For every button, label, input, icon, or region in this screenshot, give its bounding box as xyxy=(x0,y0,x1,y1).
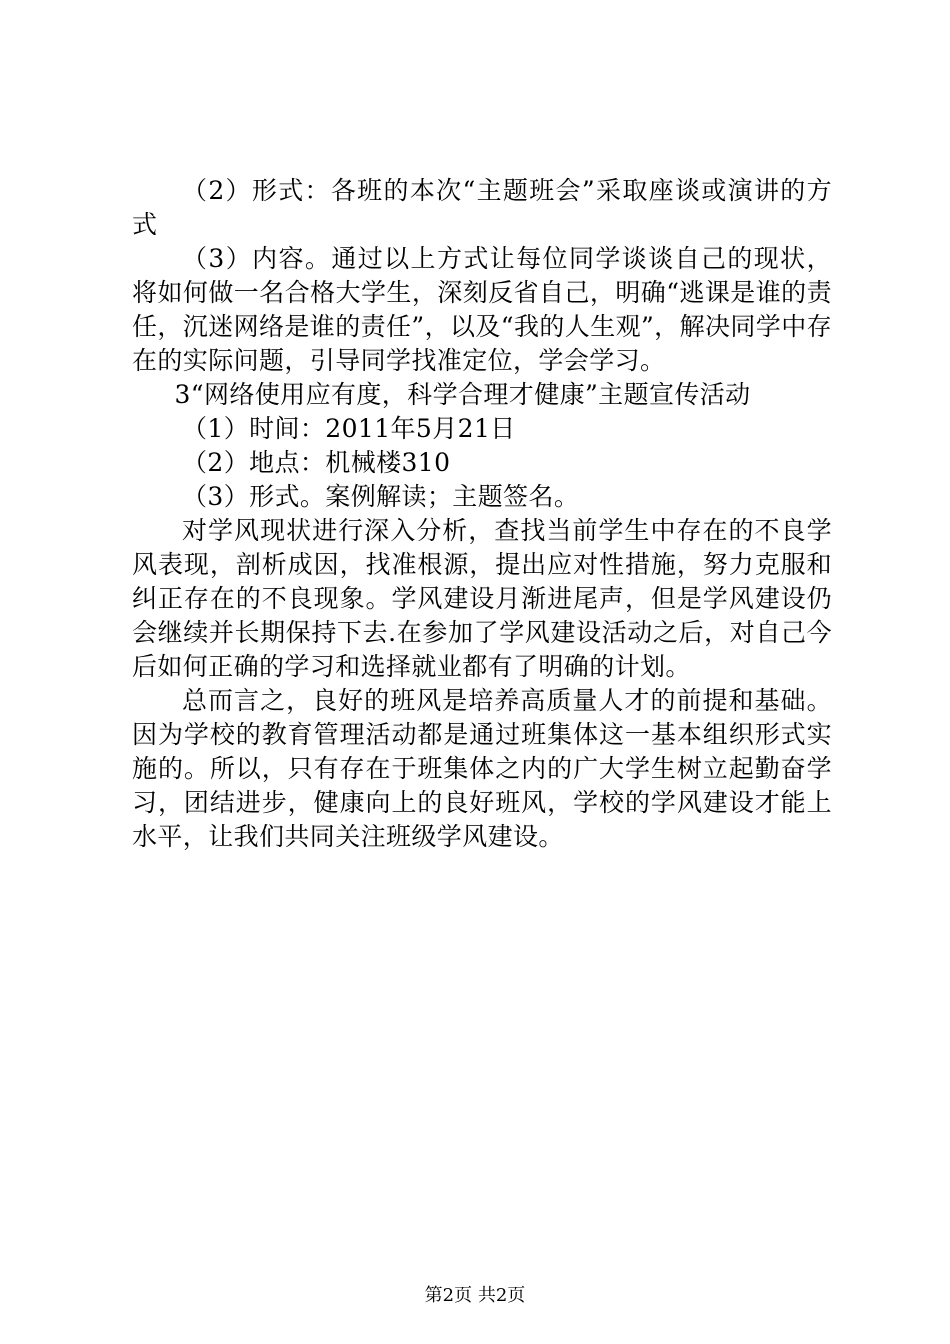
paragraph-activity-form: （3）形式。案例解读；主题签名。 xyxy=(182,482,580,511)
paragraph-form: （2）形式：各班的本次“主题班会”采取座谈或演讲的方式 xyxy=(132,176,832,239)
paragraph-time: （1）时间：2011年5月21日 xyxy=(182,414,516,443)
paragraph-content: （3）内容。通过以上方式让每位同学谈谈自己的现状，将如何做一名合格大学生，深刻反省自己，明确“逃课是谁的责任，沉迷网络是谁的责任”，以及“我的人生观”，解决同学中存在的实际问题，引导同学找准定位，学会学习。 xyxy=(132,244,832,375)
section-heading-activity: 3“网络使用应有度，科学合理才健康”主题宣传活动 xyxy=(174,380,751,409)
page-number-footer: 第2页 共2页 xyxy=(424,1285,526,1306)
paragraph-conclusion: 总而言之，良好的班风是培养高质量人才的前提和基础。因为学校的教育管理活动都是通过班集体这一基本组织形式实施的。所以，只有存在于班集体之内的广大学生树立起勤奋学习，团结进步，健康向上的良好班风，学校的学风建设才能上水平，让我们共同关注班级学风建设。 xyxy=(132,686,832,851)
paragraph-analysis: 对学风现状进行深入分析，查找当前学生中存在的不良学风表现，剖析成因，找准根源，提出应对性措施，努力克服和纠正存在的不良现象。学风建设月渐进尾声，但是学风建设仍会继续并长期保持下去.在参加了学风建设活动之后，对自己今后如何正确的学习和选择就业都有了明确的计划。 xyxy=(132,516,832,681)
paragraph-location: （2）地点：机械楼310 xyxy=(182,448,451,477)
document-body xyxy=(132,174,832,854)
